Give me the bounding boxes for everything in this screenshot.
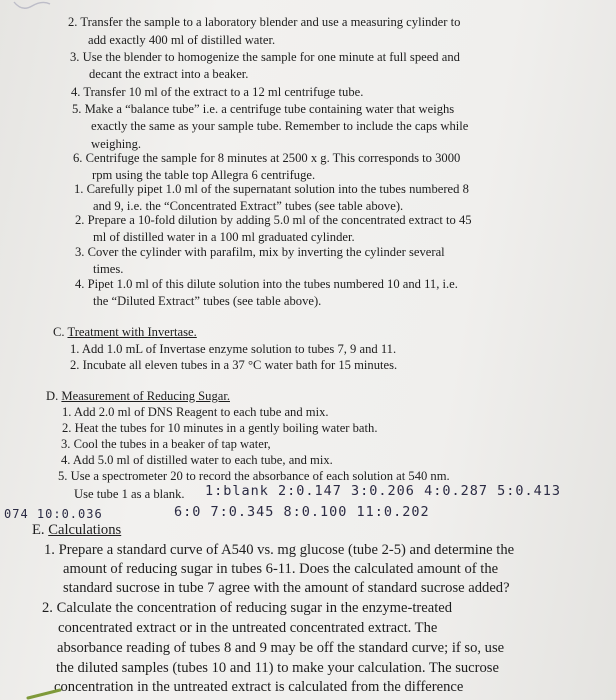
section-e-heading [32,523,121,538]
step-2-line-2: add exactly 400 ml of distilled water. [88,33,276,47]
sub-step-1-line-2: and 9, i.e. the “Concentrated Extract” tubes (see table above). [93,199,404,213]
step-5-line-3: weighing. [91,137,142,151]
section-e-line-6: absorbance reading of tubes 8 and 9 may be off the standard curve; if so, use [57,640,505,656]
section-e-line-7: the diluted samples (tubes 10 and 11) to make your calculation. The sucrose [56,660,499,676]
section-d-item-5-cont: Use tube 1 as a blank. [74,487,185,501]
section-e-line-5: concentrated extract or in the untreated concentrated extract. The [58,620,438,636]
section-e-line-8: concentration in the untreated extract is calculated from the difference [54,679,464,695]
section-e-line-3: standard sucrose in tube 7 agree with the amount of standard sucrose added? [63,580,510,596]
section-d-item-2: 2. Heat the tubes for 10 minutes in a gently boiling water bath. [62,421,378,435]
section-c-item-2: 2. Incubate all eleven tubes in a 37 °C water bath for 15 minutes. [70,358,398,372]
sub-step-3-line-2: times. [93,262,124,276]
sub-step-2-line-2: ml of distilled water in a 100 ml graduated cylinder. [93,230,355,244]
step-2-line-1: 2. Transfer the sample to a laboratory blender and use a measuring cylinder to [68,15,461,29]
section-d-heading [46,390,230,403]
handwritten-readings-line-2: 6:0 7:0.345 8:0.100 11:0.202 [174,504,430,520]
section-e-title: Calculations [48,522,122,538]
sub-step-4-line-2: the “Diluted Extract” tubes (see table above). [93,294,322,308]
section-d-letter: D. [46,389,59,403]
step-6-line-2: rpm using the table top Allegra 6 centrifuge. [92,168,316,182]
section-c-item-1: 1. Add 1.0 mL of Invertase enzyme solution to tubes 7, 9 and 11. [70,342,397,356]
section-d-title: Measurement of Reducing Sugar. [61,389,230,403]
step-5-line-1: 5. Make a “balance tube” i.e. a centrifuge tube containing water that weighs [72,102,455,116]
section-e-line-1: 1. Prepare a standard curve of A540 vs. mg glucose (tube 2-5) and determine the [44,542,515,558]
highlighter-mark-icon [26,688,66,700]
section-d-item-4: 4. Add 5.0 ml of distilled water to each tube, and mix. [61,453,333,467]
pen-mark-icon [12,0,52,14]
section-d-item-5: 5. Use a spectrometer 20 to record the absorbance of each solution at 540 nm. [58,469,450,483]
section-d-item-1: 1. Add 2.0 ml of DNS Reagent to each tube and mix. [62,405,329,419]
sub-step-1-line-1: 1. Carefully pipet 1.0 ml of the supernatant solution into the tubes numbered 8 [74,182,469,196]
sub-step-3-line-1: 3. Cover the cylinder with parafilm, mix by inverting the cylinder several [75,245,445,259]
section-c-letter: C. [53,325,65,339]
section-e-line-2: amount of reducing sugar in tubes 6-11. Does the calculated amount of the [63,561,499,577]
step-5-line-2: exactly the same as your sample tube. Remember to include the caps while [91,119,469,133]
step-4-line: 4. Transfer 10 ml of the extract to a 12 ml centrifuge tube. [71,85,364,99]
handwritten-readings-line-1: 1:blank 2:0.147 3:0.206 4:0.287 5:0.413 [205,483,561,499]
step-3-line-1: 3. Use the blender to homogenize the sample for one minute at full speed and [70,50,460,64]
sub-step-4-line-1: 4. Pipet 1.0 ml of this dilute solution into the tubes numbered 10 and 11, i.e. [75,277,458,291]
section-e-line-4: 2. Calculate the concentration of reducing sugar in the enzyme-treated [42,600,453,616]
section-d-item-3: 3. Cool the tubes in a beaker of tap water, [61,437,271,451]
section-c-title: Treatment with Invertase. [67,325,197,339]
step-3-line-2: decant the extract into a beaker. [89,67,249,81]
handwritten-margin-reading: 074 10:0.036 [4,507,103,521]
section-e-letter: E. [32,522,45,538]
sub-step-2-line-1: 2. Prepare a 10-fold dilution by adding 5.0 ml of the concentrated extract to 45 [75,213,472,227]
step-6-line-1: 6. Centrifuge the sample for 8 minutes at 2500 x g. This corresponds to 3000 [73,151,461,165]
section-c-heading [53,326,197,339]
